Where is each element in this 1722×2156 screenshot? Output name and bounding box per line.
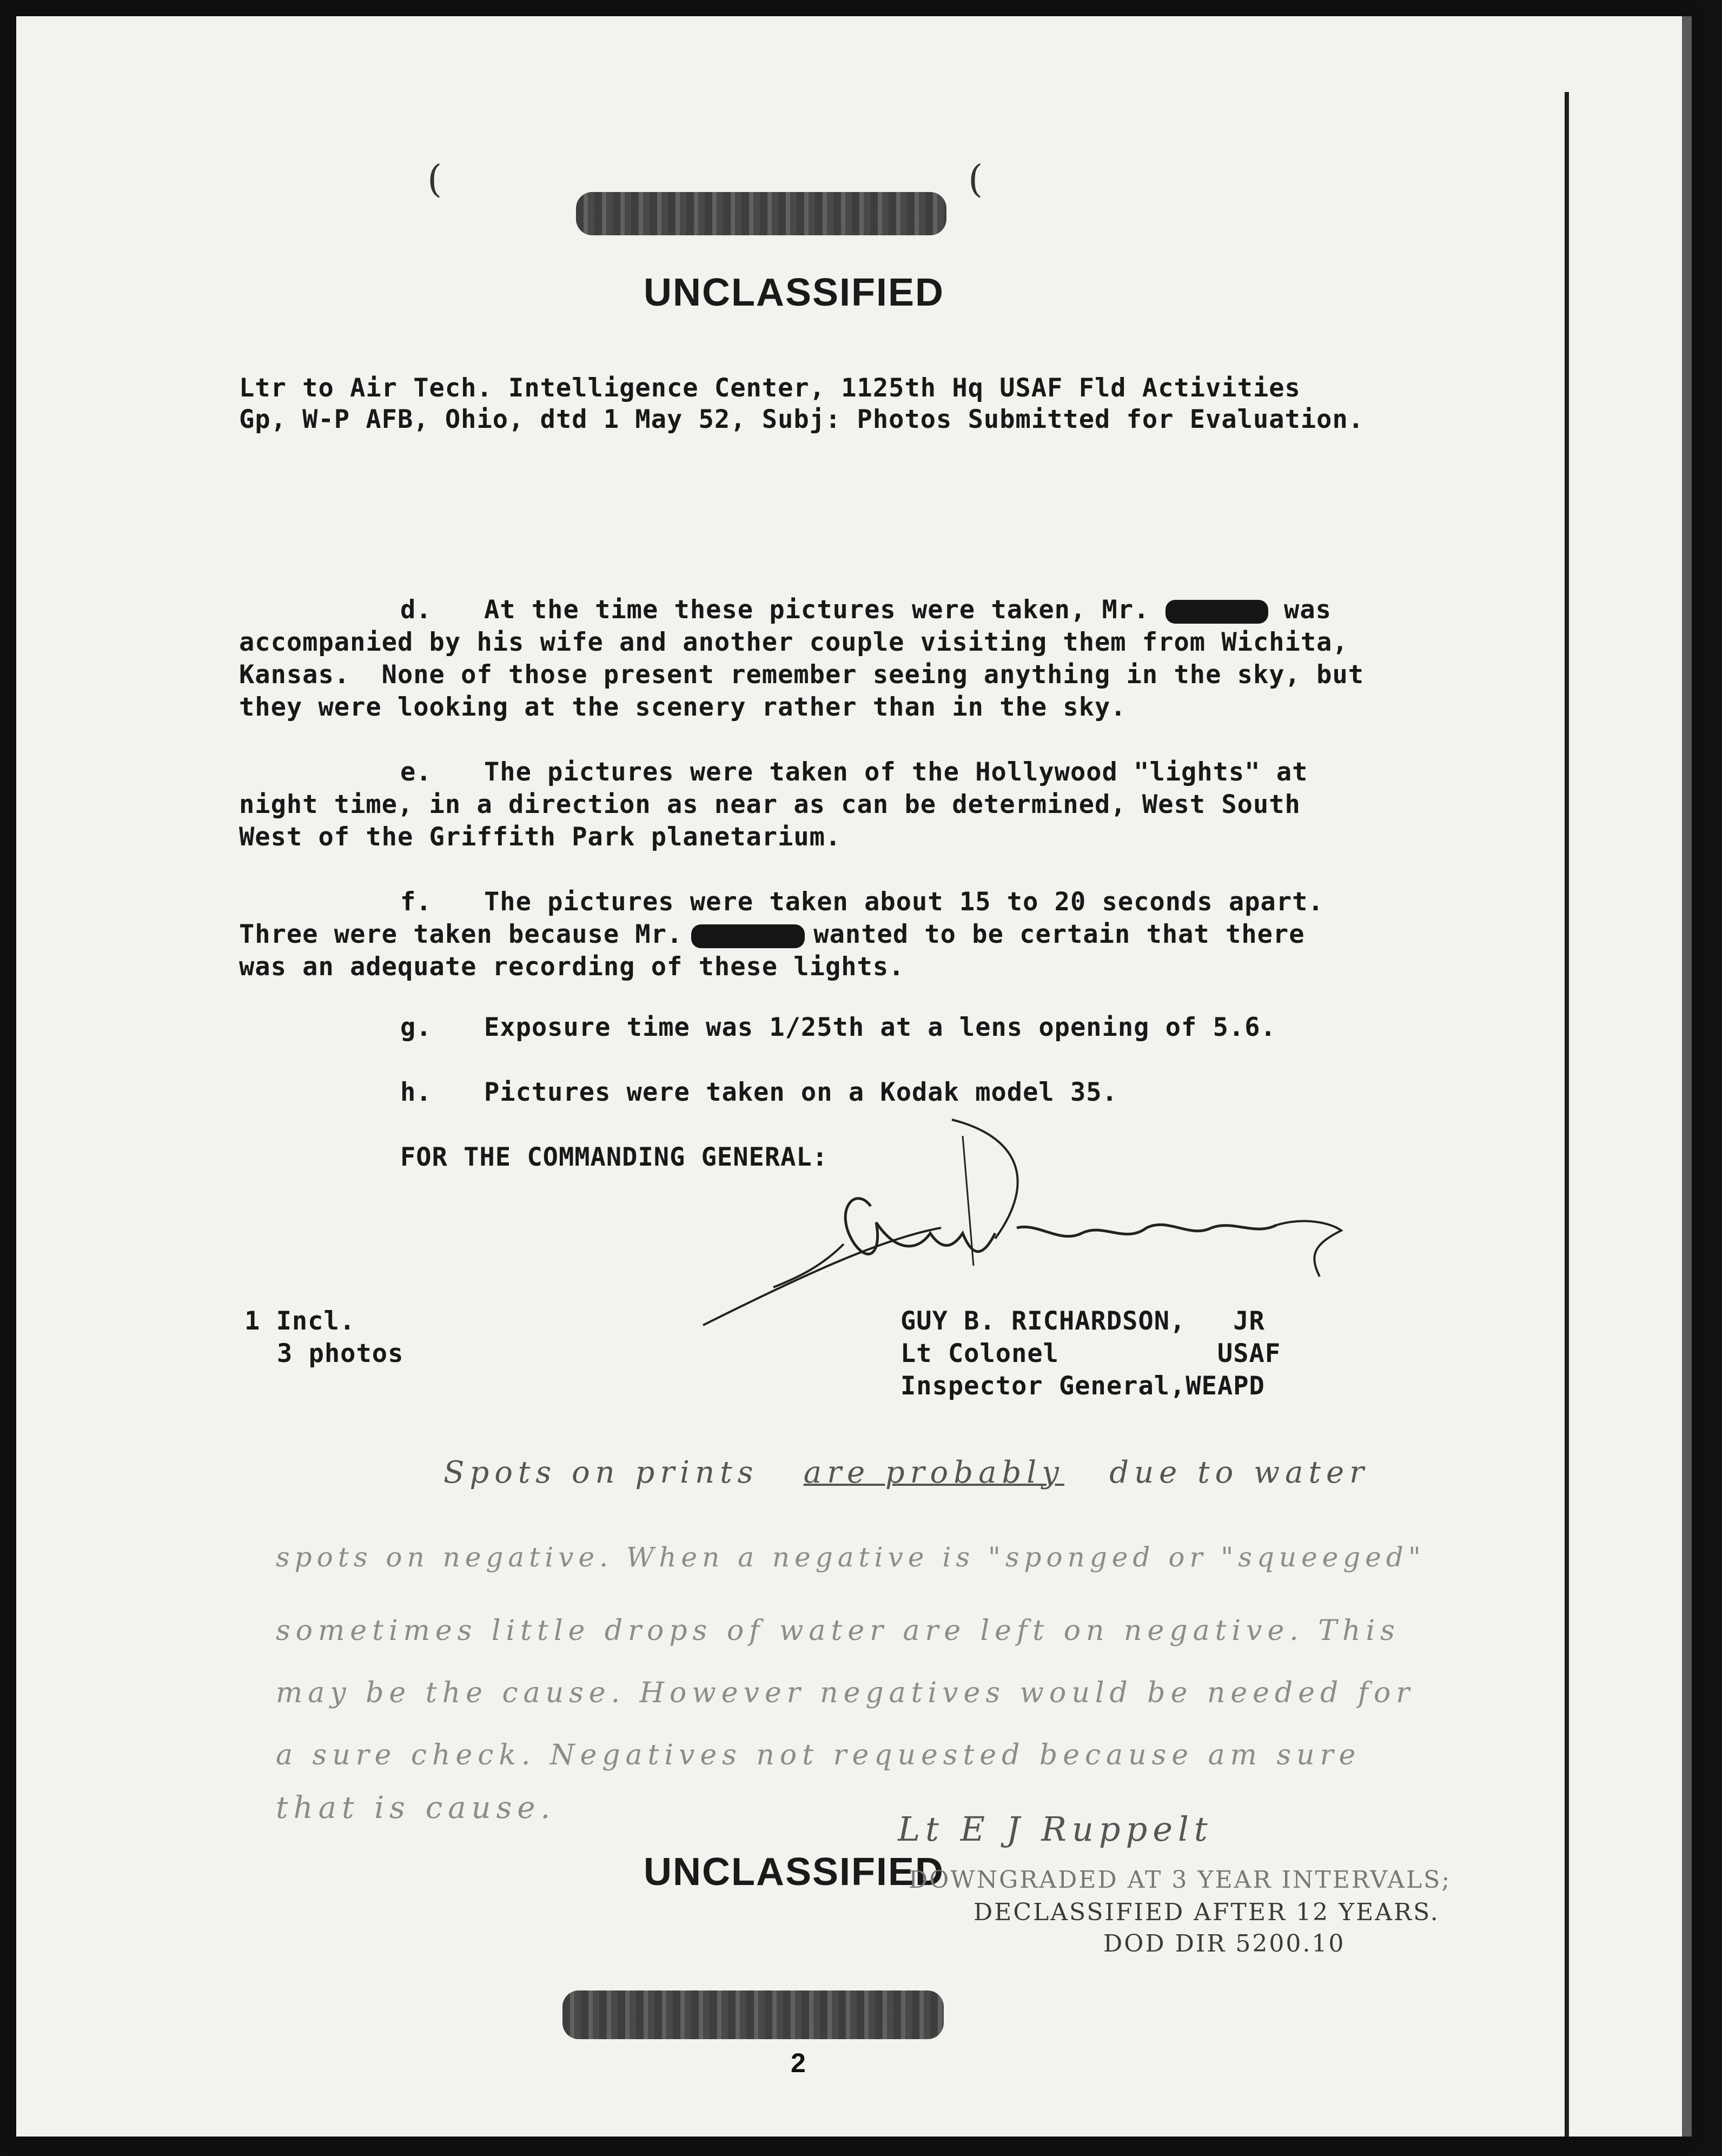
reference-line-2: Gp, W-P AFB, Ohio, dtd 1 May 52, Subj: Photos Submitted for Evaluation.: [239, 405, 1365, 434]
scan-mark-paren-left: (: [427, 157, 442, 201]
downgrade-line-1: DOWNGRADED AT 3 YEAR INTERVALS;: [909, 1866, 1452, 1894]
downgrade-line-3: DOD DIR 5200.10: [1103, 1930, 1346, 1957]
para-f-line-2: [239, 920, 1305, 949]
scan-border: [1682, 16, 1692, 2137]
bottom-redaction-bar: [562, 1990, 944, 2039]
para-d-line-2: accompanied by his wife and another couple visiting them from Wichita,: [239, 627, 1348, 657]
para-g-letter: g.: [400, 1013, 432, 1042]
redacted-name: [1165, 600, 1268, 624]
document-page: [16, 16, 1682, 2137]
para-d-line-4: they were looking at the scenery rather than in the sky.: [239, 692, 1127, 722]
handwritten-note-1c: due to water: [1109, 1455, 1369, 1490]
signer-name: GUY B. RICHARDSON, JR: [900, 1306, 1265, 1336]
page-edge-rule: [1565, 92, 1569, 2137]
para-h-letter: h.: [400, 1077, 432, 1107]
handwritten-note-line-1: [443, 1455, 1369, 1490]
para-f-line-3: was an adequate recording of these lights.: [239, 952, 905, 982]
reference-line-1: Ltr to Air Tech. Intelligence Center, 1125th Hq USAF Fld Activities: [239, 373, 1301, 403]
enclosure-line-1: 1 Incl.: [244, 1306, 356, 1336]
scan-mark-paren-right: (: [968, 157, 983, 201]
para-e-line-1: The pictures were taken of the Hollywood "lights" at: [484, 757, 1308, 787]
signer-title: Inspector General,WEAPD: [900, 1371, 1265, 1401]
redacted-name: [691, 924, 805, 948]
downgrade-line-2: DECLASSIFIED AFTER 12 YEARS.: [973, 1899, 1440, 1926]
classification-top: UNCLASSIFIED: [644, 271, 945, 314]
para-d-line-3: Kansas. None of those present remember seeing anything in the sky, but: [239, 660, 1365, 690]
handwritten-note-1b: are probably: [803, 1455, 1064, 1490]
para-d-line-1: [484, 595, 1332, 625]
handwritten-note-line-4: may be the cause. However negatives would be needed for: [276, 1677, 1415, 1709]
para-f-letter: f.: [400, 887, 432, 917]
classification-bottom: UNCLASSIFIED: [644, 1850, 945, 1894]
signer-rank: Lt Colonel USAF: [900, 1339, 1281, 1368]
handwritten-note-line-3: sometimes little drops of water are left on negative. This: [276, 1615, 1400, 1647]
para-d-letter: d.: [400, 595, 432, 625]
para-d-line-1a: At the time these pictures were taken, Mr.: [484, 595, 1150, 625]
enclosure-line-2: 3 photos: [277, 1339, 404, 1368]
handwritten-note-line-2: spots on negative. When a negative is "sponged or "squeeged": [276, 1542, 1426, 1573]
handwritten-note-1a: Spots on prints: [443, 1455, 759, 1490]
handwritten-note-line-5: a sure check. Negatives not requested because am sure: [276, 1739, 1361, 1771]
page-number: 2: [791, 2048, 806, 2078]
para-h-text: Pictures were taken on a Kodak model 35.: [484, 1077, 1118, 1107]
handwritten-initials: Lt E J Ruppelt: [898, 1809, 1213, 1849]
for-commanding-general: FOR THE COMMANDING GENERAL:: [400, 1142, 829, 1172]
para-f-line-1: The pictures were taken about 15 to 20 seconds apart.: [484, 887, 1324, 917]
handwritten-note-line-6: that is cause.: [276, 1790, 556, 1826]
para-d-line-1b: was: [1284, 595, 1332, 625]
para-f-line-2a: Three were taken because Mr.: [239, 920, 683, 949]
top-redaction-bar: [576, 192, 946, 235]
para-e-line-3: West of the Griffith Park planetarium.: [239, 822, 842, 852]
para-e-letter: e.: [400, 757, 432, 787]
para-e-line-2: night time, in a direction as near as can be determined, West South: [239, 790, 1301, 819]
para-f-line-2b: wanted to be certain that there: [813, 920, 1305, 949]
para-g-text: Exposure time was 1/25th at a lens opening of 5.6.: [484, 1013, 1276, 1042]
